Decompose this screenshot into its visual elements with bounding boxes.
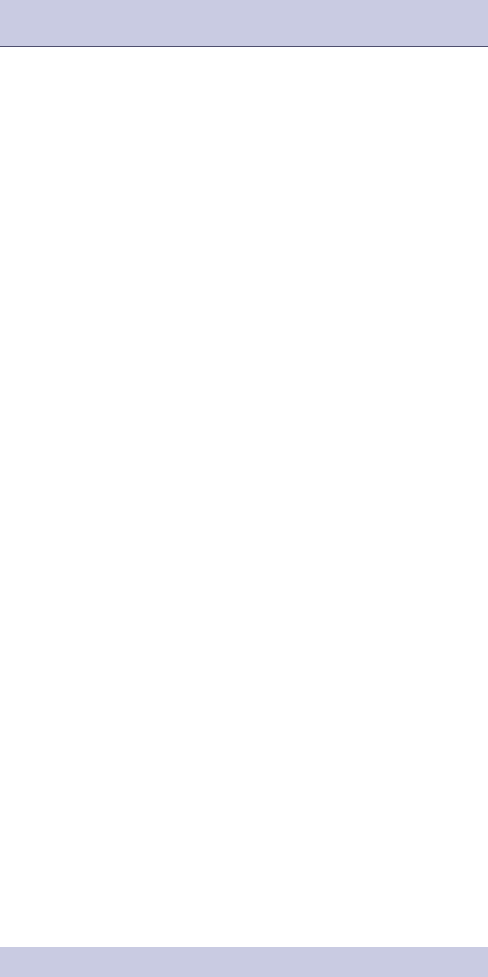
table-footnote [0,946,488,977]
table-header [0,0,488,47]
